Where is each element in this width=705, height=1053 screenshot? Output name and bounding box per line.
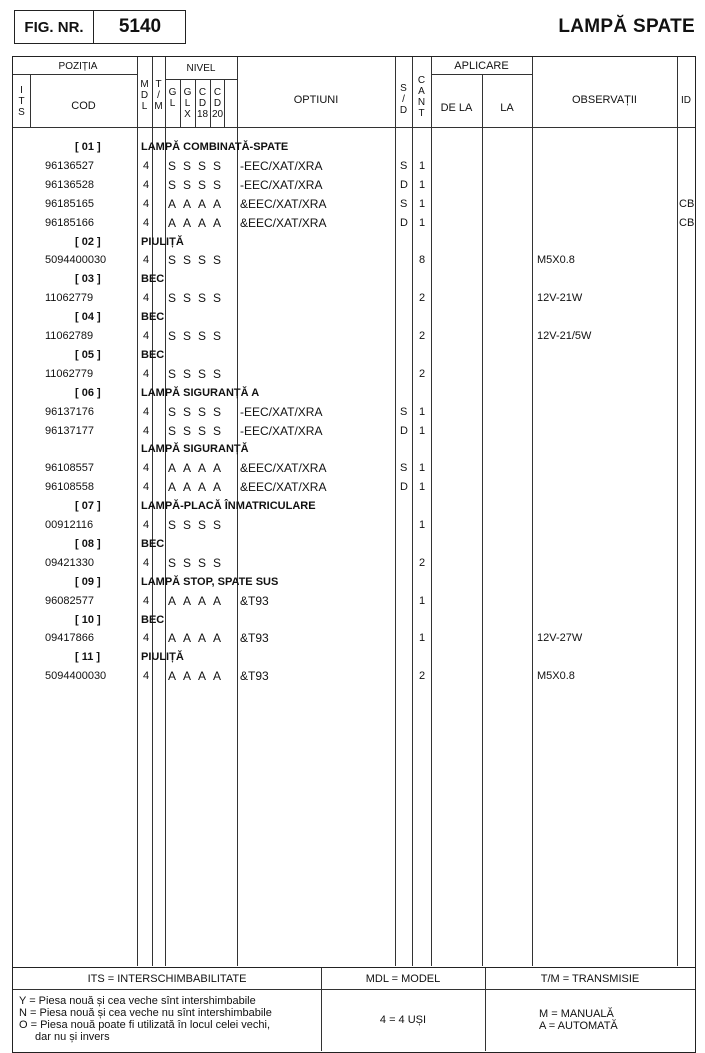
quantity: 1 bbox=[419, 216, 426, 229]
position-number: [ 05 ] bbox=[75, 348, 101, 361]
part-code: 09417866 bbox=[45, 632, 94, 645]
part-code: 96108557 bbox=[45, 462, 94, 475]
col-header-mdl: M D L bbox=[140, 79, 149, 112]
option-code: -EEC/XAT/XRA bbox=[240, 177, 323, 192]
position-number: [ 01 ] bbox=[75, 141, 101, 153]
level-code: S bbox=[183, 366, 192, 381]
level-code: S bbox=[168, 555, 177, 570]
level-code: S bbox=[198, 518, 207, 532]
level-code: A bbox=[198, 631, 207, 646]
level-code: S bbox=[183, 404, 192, 419]
section-row bbox=[13, 385, 695, 404]
option-code: &T93 bbox=[240, 593, 269, 608]
observation: 12V-27W bbox=[537, 632, 583, 645]
position-number: [ 10 ] bbox=[75, 613, 101, 626]
section-name: LAMPĂ SIGURANȚĂ A bbox=[141, 386, 260, 399]
level-code: S bbox=[183, 253, 192, 268]
level-code: S bbox=[213, 423, 222, 438]
option-code: &EEC/XAT/XRA bbox=[240, 480, 327, 495]
level-code: A bbox=[168, 215, 177, 230]
position-number: [ 02 ] bbox=[75, 235, 101, 248]
side-code: S bbox=[400, 462, 408, 475]
quantity: 2 bbox=[419, 367, 426, 380]
option-code: &T93 bbox=[240, 669, 269, 684]
position-number: [ 11 ] bbox=[75, 651, 101, 664]
level-code: A bbox=[198, 461, 207, 476]
level-code: S bbox=[213, 404, 222, 419]
col-header-nivel: NIVEL bbox=[186, 63, 216, 74]
part-code: 96185166 bbox=[45, 216, 94, 229]
level-code: A bbox=[183, 631, 192, 646]
section-row bbox=[13, 271, 695, 290]
option-code: -EEC/XAT/XRA bbox=[240, 158, 323, 173]
level-code: A bbox=[168, 461, 177, 476]
part-code: 96082577 bbox=[45, 594, 94, 607]
level-code: S bbox=[168, 291, 177, 306]
part-code: 96108558 bbox=[45, 481, 94, 494]
level-code: S bbox=[198, 253, 207, 268]
model-code: 4 bbox=[143, 178, 150, 191]
level-code: S bbox=[213, 366, 222, 381]
section-name: BEC bbox=[141, 537, 165, 550]
col-header-sd: S / D bbox=[399, 83, 408, 116]
id-code: CB bbox=[679, 216, 695, 229]
position-number: [ 06 ] bbox=[75, 386, 101, 399]
level-code: S bbox=[168, 404, 177, 419]
level-code: A bbox=[213, 480, 222, 495]
level-code: S bbox=[168, 423, 177, 438]
col-header-its: I T S bbox=[18, 85, 25, 118]
model-code: 4 bbox=[143, 670, 150, 683]
quantity: 1 bbox=[419, 178, 426, 191]
level-code: A bbox=[213, 593, 222, 608]
quantity: 1 bbox=[419, 424, 426, 437]
level-code: S bbox=[213, 555, 222, 570]
option-code: &EEC/XAT/XRA bbox=[240, 196, 327, 211]
col-header-optiuni: OPTIUNI bbox=[293, 94, 339, 106]
table-row bbox=[13, 630, 695, 649]
quantity: 8 bbox=[419, 254, 426, 267]
level-code: A bbox=[198, 669, 207, 684]
level-code: S bbox=[183, 555, 192, 570]
level-code: S bbox=[198, 177, 207, 192]
level-code: S bbox=[183, 291, 192, 306]
model-code: 4 bbox=[143, 594, 150, 607]
section-row bbox=[13, 612, 695, 631]
section-name: LAMPĂ COMBINATĂ-SPATE bbox=[141, 141, 289, 153]
part-code: 09421330 bbox=[45, 556, 94, 569]
part-code: 11062779 bbox=[45, 292, 94, 305]
level-code: S bbox=[168, 158, 177, 173]
tm-legend-lines: M = MANUALĂ A = AUTOMATĂ bbox=[539, 1008, 618, 1032]
side-code: D bbox=[400, 216, 408, 229]
page-title: LAMPĂ SPATE bbox=[558, 16, 695, 37]
option-code: &T93 bbox=[240, 631, 269, 646]
side-code: D bbox=[400, 424, 408, 437]
level-code: S bbox=[213, 177, 222, 192]
level-code: A bbox=[198, 480, 207, 495]
level-code: S bbox=[198, 423, 207, 438]
table-row bbox=[13, 423, 695, 442]
level-code: S bbox=[213, 253, 222, 268]
col-header-cd20: C D 20 bbox=[211, 87, 224, 120]
position-number: [ 04 ] bbox=[75, 311, 101, 324]
side-code: S bbox=[400, 197, 408, 210]
its-legend-lines: Y = Piesa nouă și cea veche sînt intershimbabile N = Piesa nouă și cea veche nu sînt intershimbabile O = Piesa nouă poate fi utilizată în locul celei vechi, dar nu și invers bbox=[19, 995, 272, 1043]
observation: 12V-21W bbox=[537, 292, 583, 305]
section-row bbox=[13, 234, 695, 253]
level-code: A bbox=[168, 480, 177, 495]
quantity: 1 bbox=[419, 462, 426, 475]
col-header-aplicare: APLICARE bbox=[454, 60, 509, 72]
level-code: S bbox=[198, 329, 207, 343]
part-code: 11062789 bbox=[45, 330, 94, 342]
option-code: -EEC/XAT/XRA bbox=[240, 423, 323, 438]
level-code: S bbox=[213, 329, 222, 343]
quantity: 1 bbox=[419, 159, 426, 172]
model-code: 4 bbox=[143, 159, 150, 172]
model-code: 4 bbox=[143, 197, 150, 210]
quantity: 1 bbox=[419, 594, 426, 607]
table-row bbox=[13, 460, 695, 479]
model-code: 4 bbox=[143, 519, 150, 531]
table-row bbox=[13, 196, 695, 215]
quantity: 1 bbox=[419, 519, 426, 531]
quantity: 1 bbox=[419, 405, 426, 418]
col-header-pozitia: POZIȚIA bbox=[58, 61, 98, 72]
section-row bbox=[13, 441, 695, 460]
its-legend-title: ITS = INTERSCHIMBABILITATE bbox=[87, 973, 247, 985]
table-row bbox=[13, 517, 695, 536]
level-code: A bbox=[168, 196, 177, 211]
level-code: S bbox=[198, 291, 207, 306]
position-number: [ 09 ] bbox=[75, 575, 101, 588]
col-header-tm: T / M bbox=[154, 79, 163, 112]
section-name: LAMPĂ SIGURANȚĂ bbox=[141, 443, 249, 456]
table-row bbox=[13, 158, 695, 177]
model-code: 4 bbox=[143, 632, 150, 645]
level-code: A bbox=[183, 593, 192, 608]
level-code: A bbox=[213, 631, 222, 646]
col-header-cod: COD bbox=[71, 100, 96, 112]
side-code: S bbox=[400, 405, 408, 418]
option-code: &EEC/XAT/XRA bbox=[240, 461, 327, 476]
level-code: S bbox=[198, 158, 207, 173]
level-code: A bbox=[168, 593, 177, 608]
quantity: 2 bbox=[419, 292, 426, 305]
col-header-gl: G L bbox=[168, 87, 177, 109]
col-header-de-la: DE LA bbox=[440, 102, 473, 114]
level-code: S bbox=[183, 329, 192, 343]
section-name: BEC bbox=[141, 613, 165, 626]
level-code: S bbox=[198, 404, 207, 419]
part-code: 96185165 bbox=[45, 197, 94, 210]
quantity: 1 bbox=[419, 197, 426, 210]
level-code: A bbox=[183, 215, 192, 230]
level-code: A bbox=[213, 461, 222, 476]
model-code: 4 bbox=[143, 254, 150, 267]
section-name: BEC bbox=[141, 311, 165, 324]
table-row bbox=[13, 177, 695, 196]
quantity: 1 bbox=[419, 481, 426, 494]
model-code: 4 bbox=[143, 367, 150, 380]
level-code: A bbox=[183, 480, 192, 495]
fig-label: FIG. NR. bbox=[15, 11, 94, 43]
section-row bbox=[13, 536, 695, 555]
table-row bbox=[13, 328, 695, 347]
col-header-observatii: OBSERVAȚII bbox=[571, 94, 637, 106]
level-code: S bbox=[168, 329, 177, 343]
quantity: 1 bbox=[419, 632, 426, 645]
level-code: S bbox=[213, 158, 222, 173]
col-header-id: ID bbox=[681, 95, 691, 106]
model-code: 4 bbox=[143, 216, 150, 229]
table-row bbox=[13, 366, 695, 385]
part-code: 96137177 bbox=[45, 424, 94, 437]
section-row bbox=[13, 498, 695, 517]
level-code: A bbox=[183, 461, 192, 476]
level-code: A bbox=[198, 215, 207, 230]
observation: M5X0.8 bbox=[537, 254, 575, 267]
section-row bbox=[13, 309, 695, 328]
section-row bbox=[13, 574, 695, 593]
part-code: 5094400030 bbox=[45, 670, 107, 683]
mdl-legend-value: 4 = 4 UȘI bbox=[379, 1014, 427, 1026]
observation: M5X0.8 bbox=[537, 670, 575, 683]
level-code: S bbox=[183, 177, 192, 192]
model-code: 4 bbox=[143, 292, 150, 305]
part-code: 96136528 bbox=[45, 178, 94, 191]
option-code: -EEC/XAT/XRA bbox=[240, 404, 323, 419]
col-header-cd18: C D 18 bbox=[196, 87, 209, 120]
section-row bbox=[13, 139, 695, 158]
level-code: A bbox=[213, 196, 222, 211]
part-code: 11062779 bbox=[45, 367, 94, 380]
parts-table bbox=[12, 56, 696, 968]
quantity: 2 bbox=[419, 670, 426, 683]
model-code: 4 bbox=[143, 481, 150, 494]
tm-legend-title: T/M = TRANSMISIE bbox=[540, 973, 640, 985]
section-name: LAMPĂ-PLACĂ ÎNMATRICULARE bbox=[141, 500, 316, 513]
section-name: BEC bbox=[141, 273, 165, 286]
model-code: 4 bbox=[143, 405, 150, 418]
level-code: A bbox=[198, 196, 207, 211]
table-row bbox=[13, 404, 695, 423]
side-code: S bbox=[400, 159, 408, 172]
mdl-legend-title: MDL = MODEL bbox=[365, 973, 441, 985]
level-code: A bbox=[213, 215, 222, 230]
observation: 12V-21/5W bbox=[537, 330, 592, 342]
model-code: 4 bbox=[143, 462, 150, 475]
legend-footer bbox=[12, 968, 696, 1053]
level-code: S bbox=[183, 518, 192, 532]
table-row bbox=[13, 252, 695, 271]
table-row bbox=[13, 290, 695, 309]
section-name: BEC bbox=[141, 348, 165, 361]
table-row bbox=[13, 215, 695, 234]
level-code: S bbox=[168, 253, 177, 268]
section-name: PIULIȚĂ bbox=[141, 651, 184, 664]
part-code: 00912116 bbox=[45, 519, 94, 531]
level-code: A bbox=[198, 593, 207, 608]
table-body bbox=[13, 139, 695, 959]
quantity: 2 bbox=[419, 330, 426, 342]
section-name: LAMPĂ STOP, SPATE SUS bbox=[141, 575, 279, 588]
table-row bbox=[13, 668, 695, 687]
position-number: [ 03 ] bbox=[75, 273, 101, 286]
section-name: PIULIȚĂ bbox=[141, 235, 184, 248]
level-code: S bbox=[168, 366, 177, 381]
section-row bbox=[13, 649, 695, 668]
section-row bbox=[13, 347, 695, 366]
level-code: S bbox=[213, 291, 222, 306]
level-code: A bbox=[168, 669, 177, 684]
part-code: 96137176 bbox=[45, 405, 94, 418]
model-code: 4 bbox=[143, 556, 150, 569]
level-code: S bbox=[198, 555, 207, 570]
part-code: 5094400030 bbox=[45, 254, 107, 267]
side-code: D bbox=[400, 178, 408, 191]
position-number: [ 08 ] bbox=[75, 537, 101, 550]
table-row bbox=[13, 555, 695, 574]
model-code: 4 bbox=[143, 330, 150, 342]
table-row bbox=[13, 479, 695, 498]
side-code: D bbox=[400, 481, 408, 494]
level-code: S bbox=[183, 423, 192, 438]
model-code: 4 bbox=[143, 424, 150, 437]
table-row bbox=[13, 593, 695, 612]
position-number: [ 07 ] bbox=[75, 500, 101, 513]
level-code: S bbox=[183, 158, 192, 173]
level-code: A bbox=[213, 669, 222, 684]
option-code: &EEC/XAT/XRA bbox=[240, 215, 327, 230]
col-header-glx: G L X bbox=[183, 87, 192, 120]
level-code: S bbox=[213, 518, 222, 532]
level-code: A bbox=[183, 669, 192, 684]
level-code: A bbox=[168, 631, 177, 646]
level-code: S bbox=[168, 177, 177, 192]
fig-number: 5140 bbox=[118, 16, 162, 37]
level-code: S bbox=[198, 366, 207, 381]
quantity: 2 bbox=[419, 556, 426, 569]
col-header-la: LA bbox=[500, 102, 514, 114]
part-code: 96136527 bbox=[45, 159, 94, 172]
level-code: A bbox=[183, 196, 192, 211]
id-code: CB bbox=[679, 197, 695, 210]
col-header-cant: C A N T bbox=[417, 75, 426, 119]
level-code: S bbox=[168, 518, 177, 532]
figure-number-box bbox=[14, 10, 186, 44]
